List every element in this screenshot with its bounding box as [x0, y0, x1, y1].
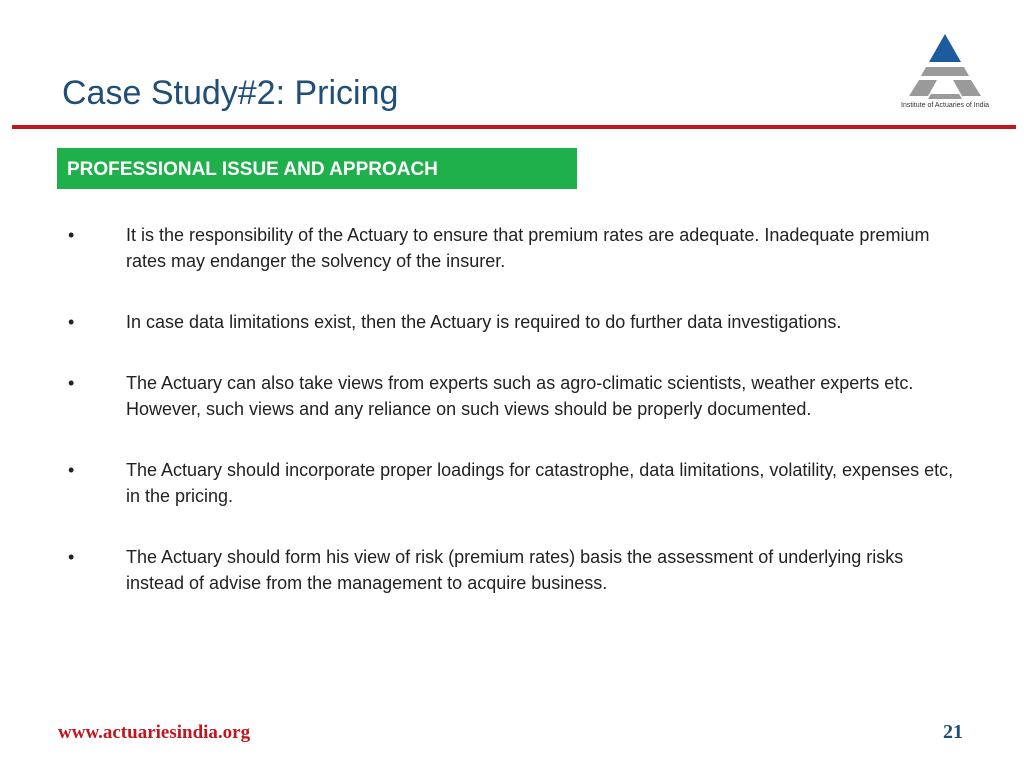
- list-item: [68, 370, 958, 422]
- bullet-marker: •: [68, 373, 75, 393]
- section-heading: PROFESSIONAL ISSUE AND APPROACH: [57, 148, 577, 189]
- bullet-marker: •: [68, 312, 75, 332]
- iai-triangle-logo-icon: [895, 32, 995, 100]
- bullet-text: It is the responsibility of the Actuary to ensure that premium rates are adequate. Inadequate premium rates may endanger the solvency of the insurer.: [126, 225, 930, 271]
- slide-title: Case Study#2: Pricing: [62, 74, 399, 112]
- title-divider: [12, 125, 1016, 129]
- institute-logo: [895, 32, 995, 116]
- bullet-marker: •: [68, 460, 75, 480]
- logo-caption: Institute of Actuaries of India: [901, 102, 989, 109]
- bullet-text: The Actuary should incorporate proper loadings for catastrophe, data limitations, volatility, expenses etc, in the pricing.: [126, 460, 954, 506]
- bullet-text: The Actuary can also take views from experts such as agro-climatic scientists, weather experts etc. However, such views and any reliance on such views should be properly documented.: [126, 373, 914, 419]
- bullet-marker: •: [68, 547, 75, 567]
- bullet-text: In case data limitations exist, then the Actuary is required to do further data investigations.: [126, 312, 842, 332]
- list-item: [68, 544, 958, 596]
- page-number: 21: [943, 721, 963, 743]
- list-item: [68, 309, 958, 335]
- list-item: [68, 222, 958, 274]
- bullet-list: [68, 222, 958, 596]
- list-item: [68, 457, 958, 509]
- footer-website-link[interactable]: www.actuariesindia.org: [58, 722, 251, 743]
- bullet-text: The Actuary should form his view of risk (premium rates) basis the assessment of underlying risks instead of advise from the management to acquire business.: [126, 547, 904, 593]
- bullet-marker: •: [68, 225, 75, 245]
